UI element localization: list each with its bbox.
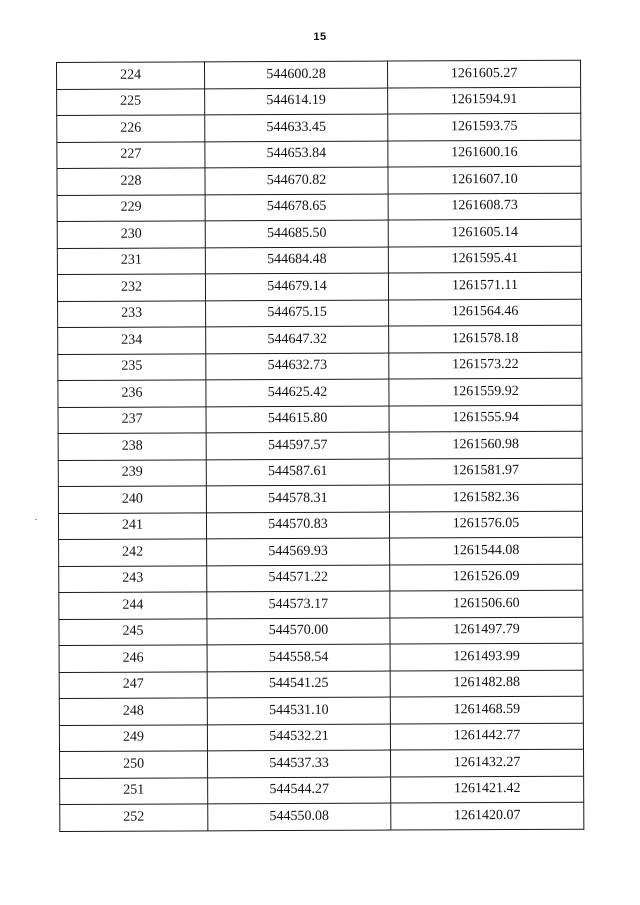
point-number-cell: 227 — [57, 141, 205, 168]
table-row — [59, 617, 583, 646]
y-coordinate-cell: 1261576.05 — [389, 511, 582, 538]
x-coordinate-cell: 544653.84 — [205, 141, 388, 168]
x-coordinate-cell: 544544.27 — [208, 777, 391, 804]
x-coordinate-cell: 544569.93 — [207, 538, 390, 565]
point-number-cell: 241 — [58, 512, 206, 539]
x-coordinate-cell: 544614.19 — [205, 88, 388, 115]
point-number-cell: 236 — [58, 380, 206, 407]
x-coordinate-cell: 544678.65 — [205, 194, 388, 221]
point-number-cell: 237 — [58, 406, 206, 433]
x-coordinate-cell: 544633.45 — [205, 114, 388, 141]
table-row — [57, 113, 581, 142]
point-number-cell: 248 — [59, 698, 207, 725]
table-row — [58, 378, 582, 407]
point-number-cell: 240 — [58, 486, 206, 513]
point-number-cell: 250 — [60, 751, 208, 778]
table-row — [58, 431, 582, 460]
point-number-cell: 238 — [58, 433, 206, 460]
y-coordinate-cell: 1261573.22 — [389, 352, 582, 379]
point-number-cell: 249 — [59, 724, 207, 751]
x-coordinate-cell: 544570.83 — [206, 512, 389, 539]
table-row — [60, 802, 584, 831]
y-coordinate-cell: 1261581.97 — [389, 458, 582, 485]
table-row — [58, 352, 582, 381]
x-coordinate-cell: 544647.32 — [206, 326, 389, 353]
y-coordinate-cell: 1261605.27 — [387, 60, 580, 87]
table-row — [57, 166, 581, 195]
point-number-cell: 230 — [57, 221, 205, 248]
point-number-cell: 246 — [59, 645, 207, 672]
y-coordinate-cell: 1261421.42 — [391, 776, 584, 803]
point-number-cell: 245 — [59, 618, 207, 645]
table-row — [60, 776, 584, 805]
y-coordinate-cell: 1261600.16 — [388, 140, 581, 167]
table-row — [59, 696, 583, 725]
x-coordinate-cell: 544670.82 — [205, 167, 388, 194]
point-number-cell: 243 — [59, 565, 207, 592]
point-number-cell: 239 — [58, 459, 206, 486]
table-row — [59, 643, 583, 672]
table-row — [59, 564, 583, 593]
table-row — [58, 484, 582, 513]
point-number-cell: 225 — [57, 88, 205, 115]
coordinates-table-body — [57, 60, 584, 831]
x-coordinate-cell: 544615.80 — [206, 406, 389, 433]
y-coordinate-cell: 1261564.46 — [389, 299, 582, 326]
table-row — [59, 537, 583, 566]
x-coordinate-cell: 544625.42 — [206, 379, 389, 406]
point-number-cell: 232 — [57, 274, 205, 301]
table-row — [59, 723, 583, 752]
table-row — [57, 219, 581, 248]
point-number-cell: 228 — [57, 168, 205, 195]
x-coordinate-cell: 544571.22 — [207, 565, 390, 592]
y-coordinate-cell: 1261442.77 — [390, 723, 583, 750]
y-coordinate-cell: 1261578.18 — [389, 325, 582, 352]
table-row — [58, 405, 582, 434]
y-coordinate-cell: 1261468.59 — [390, 696, 583, 723]
y-coordinate-cell: 1261559.92 — [389, 378, 582, 405]
point-number-cell: 234 — [58, 327, 206, 354]
point-number-cell: 247 — [59, 671, 207, 698]
y-coordinate-cell: 1261594.91 — [388, 87, 581, 114]
x-coordinate-cell: 544679.14 — [205, 273, 388, 300]
x-coordinate-cell: 544570.00 — [207, 618, 390, 645]
table-row — [58, 325, 582, 354]
table-row — [58, 458, 582, 487]
y-coordinate-cell: 1261497.79 — [390, 617, 583, 644]
page-number: 15 — [313, 31, 327, 43]
y-coordinate-cell: 1261608.73 — [388, 193, 581, 220]
y-coordinate-cell: 1261544.08 — [390, 537, 583, 564]
table-row — [57, 60, 581, 89]
table-row — [59, 590, 583, 619]
y-coordinate-cell: 1261432.27 — [391, 749, 584, 776]
point-number-cell: 235 — [58, 353, 206, 380]
x-coordinate-cell: 544685.50 — [205, 220, 388, 247]
table-row — [57, 140, 581, 169]
x-coordinate-cell: 544684.48 — [205, 247, 388, 274]
y-coordinate-cell: 1261582.36 — [389, 484, 582, 511]
point-number-cell: 252 — [60, 804, 208, 831]
table-row — [58, 299, 582, 328]
point-number-cell: 231 — [57, 247, 205, 274]
y-coordinate-cell: 1261506.60 — [390, 590, 583, 617]
point-number-cell: 229 — [57, 194, 205, 221]
x-coordinate-cell: 544675.15 — [206, 300, 389, 327]
x-coordinate-cell: 544531.10 — [207, 697, 390, 724]
x-coordinate-cell: 544600.28 — [205, 61, 388, 88]
y-coordinate-cell: 1261420.07 — [391, 802, 584, 829]
y-coordinate-cell: 1261607.10 — [388, 166, 581, 193]
y-coordinate-cell: 1261493.99 — [390, 643, 583, 670]
table-row — [57, 87, 581, 116]
x-coordinate-cell: 544587.61 — [206, 459, 389, 486]
x-coordinate-cell: 544550.08 — [208, 803, 391, 830]
table-row — [57, 272, 581, 301]
y-coordinate-cell: 1261595.41 — [388, 246, 581, 273]
table-row — [57, 246, 581, 275]
table-row — [60, 749, 584, 778]
x-coordinate-cell: 544597.57 — [206, 432, 389, 459]
table-row — [59, 670, 583, 699]
y-coordinate-cell: 1261560.98 — [389, 431, 582, 458]
y-coordinate-cell: 1261605.14 — [388, 219, 581, 246]
x-coordinate-cell: 544573.17 — [207, 591, 390, 618]
x-coordinate-cell: 544532.21 — [207, 724, 390, 751]
point-number-cell: 251 — [60, 777, 208, 804]
y-coordinate-cell: 1261482.88 — [390, 670, 583, 697]
table-row — [57, 193, 581, 222]
y-coordinate-cell: 1261555.94 — [389, 405, 582, 432]
scan-speck — [35, 519, 37, 520]
y-coordinate-cell: 1261593.75 — [388, 113, 581, 140]
x-coordinate-cell: 544537.33 — [208, 750, 391, 777]
x-coordinate-cell: 544541.25 — [207, 671, 390, 698]
table-row — [58, 511, 582, 540]
point-number-cell: 226 — [57, 115, 205, 142]
point-number-cell: 224 — [57, 62, 205, 89]
x-coordinate-cell: 544558.54 — [207, 644, 390, 671]
point-number-cell: 233 — [58, 300, 206, 327]
y-coordinate-cell: 1261526.09 — [390, 564, 583, 591]
y-coordinate-cell: 1261571.11 — [388, 272, 581, 299]
x-coordinate-cell: 544578.31 — [206, 485, 389, 512]
coordinates-table — [56, 60, 584, 832]
point-number-cell: 242 — [59, 539, 207, 566]
point-number-cell: 244 — [59, 592, 207, 619]
x-coordinate-cell: 544632.73 — [206, 353, 389, 380]
